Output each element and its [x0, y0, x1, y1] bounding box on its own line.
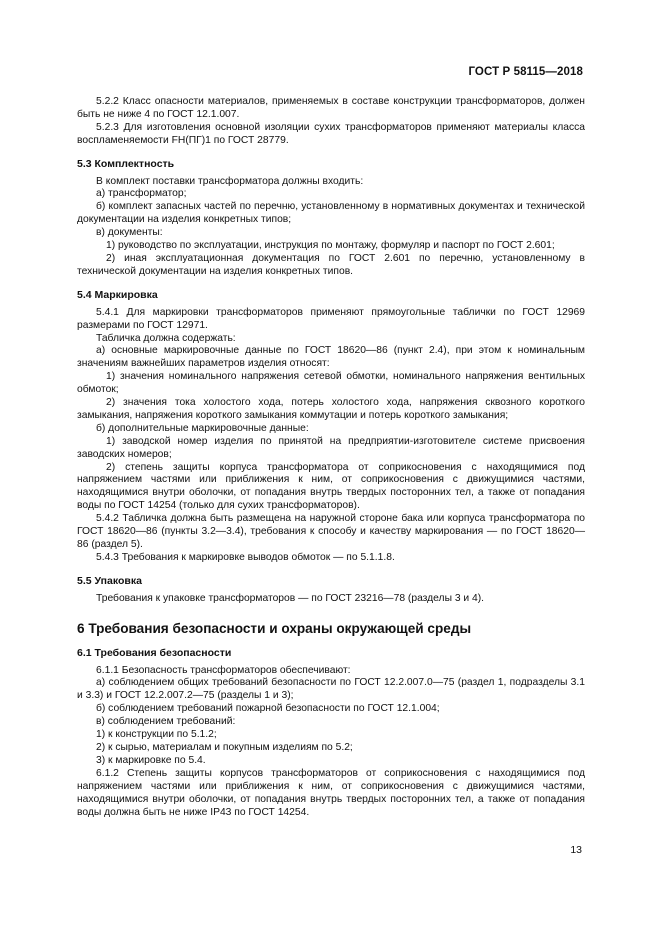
paragraph: 5.2.2 Класс опасности материалов, применяемых в составе конструкции трансформаторов, должен быть не ниже 4 по ГОСТ 12.1.007.	[77, 96, 585, 120]
paragraph: 5.4.2 Табличка должна быть размещена на наружной стороне бака или корпуса трансформатора по ГОСТ 18620—86 (пункты 3.2—3.4), требования к способу и качеству маркирования — по ГОСТ 18620—86 (раздел 5).	[77, 513, 585, 550]
paragraph: В комплект поставки трансформатора должны входить:	[96, 175, 364, 187]
paragraph: в) документы:	[96, 227, 163, 239]
paragraph: б) соблюдением требований пожарной безопасности по ГОСТ 12.1.004;	[96, 703, 440, 715]
paragraph: 6.1.2 Степень защиты корпусов трансформаторов от соприкосновения с находящимися под напряжением частями или приближения к ним, от соприкосновения с движущимися частями, находящимися внутри оболочки, от попадания внутрь твердых посторонних тел, а также от попадания воды должна быть не ниже IP43 по ГОСТ 14254.	[77, 767, 585, 818]
paragraph: 5.4.1 Для маркировки трансформаторов применяют прямоугольные таблички по ГОСТ 12969 размерами по ГОСТ 12971.	[77, 306, 585, 331]
paragraph: Табличка должна содержать:	[96, 332, 236, 344]
paragraph: 5.4.3 Требования к маркировке выводов обмоток — по 5.1.1.8.	[96, 551, 395, 563]
section-heading: 5.5 Упаковка	[77, 574, 142, 587]
paragraph: а) трансформатор;	[96, 188, 187, 200]
paragraph: а) соблюдением общих требований безопасности по ГОСТ 12.2.007.0—75 (раздел 1, подразделы 3.1 и 3.3) и ГОСТ 12.2.007.2—75 (разделы 1 и 3);	[77, 677, 585, 702]
page-number: 13	[570, 844, 582, 856]
paragraph: 3) к маркировке по 5.4.	[96, 754, 206, 766]
paragraph: 2) к сырью, материалам и покупным изделиям по 5.2;	[96, 741, 353, 753]
paragraph: 1) значения номинального напряжения сетевой обмотки, номинального напряжения вентильных обмоток;	[77, 371, 585, 396]
paragraph: а) основные маркировочные данные по ГОСТ 18620—86 (пункт 2.4), при этом к номинальным значениям важнейших параметров изделия относят:	[77, 345, 585, 370]
paragraph: 1) руководство по эксплуатации, инструкция по монтажу, формуляр и паспорт по ГОСТ 2.601;	[106, 240, 555, 252]
paragraph: 2) степень защиты корпуса трансформатора от соприкосновения с находящимися под напряжением частями или приближения к ним, от соприкосновения с движущимися частями, находящимися внутри оболочки, от попадания внутрь твердых посторонних тел, а также от попадания воды по ГОСТ 14254 (только для сухих трансформаторов).	[77, 461, 585, 512]
paragraph: в) соблюдением требований:	[96, 716, 236, 728]
paragraph: 2) иная эксплуатационная документация по ГОСТ 2.601 по перечню, установленному в технической документации на изделия конкретных типов.	[77, 252, 585, 277]
document-code: ГОСТ Р 58115—2018	[468, 66, 583, 78]
chapter-heading: 6 Требования безопасности и охраны окружающей среды	[77, 620, 472, 636]
section-heading: 5.3 Комплектность	[77, 157, 175, 170]
paragraph: б) комплект запасных частей по перечню, установленному в нормативных документах и технической документации на изделия конкретных типов;	[77, 201, 585, 226]
section-heading: 6.1 Требования безопасности	[77, 646, 232, 659]
paragraph: Требования к упаковке трансформаторов — по ГОСТ 23216—78 (разделы 3 и 4).	[96, 592, 485, 604]
paragraph: 1) заводской номер изделия по принятой на предприятии-изготовителе системе присвоения заводских номеров;	[77, 435, 585, 460]
paragraph: 1) к конструкции по 5.1.2;	[96, 729, 217, 741]
paragraph: 2) значения тока холостого хода, потерь холостого хода, напряжения сквозного короткого замыкания, напряжения короткого замыкания коммутации и потерь короткого замыкания;	[77, 397, 585, 421]
document-body	[77, 96, 585, 819]
paragraph: 5.2.3 Для изготовления основной изоляции сухих трансформаторов применяют материалы класса воспламеняемости FH(ПГ)1 по ГОСТ 28779.	[77, 121, 585, 146]
section-heading: 5.4 Маркировка	[77, 288, 158, 301]
paragraph: б) дополнительные маркировочные данные:	[96, 422, 309, 434]
paragraph: 6.1.1 Безопасность трансформаторов обеспечивают:	[96, 664, 351, 676]
